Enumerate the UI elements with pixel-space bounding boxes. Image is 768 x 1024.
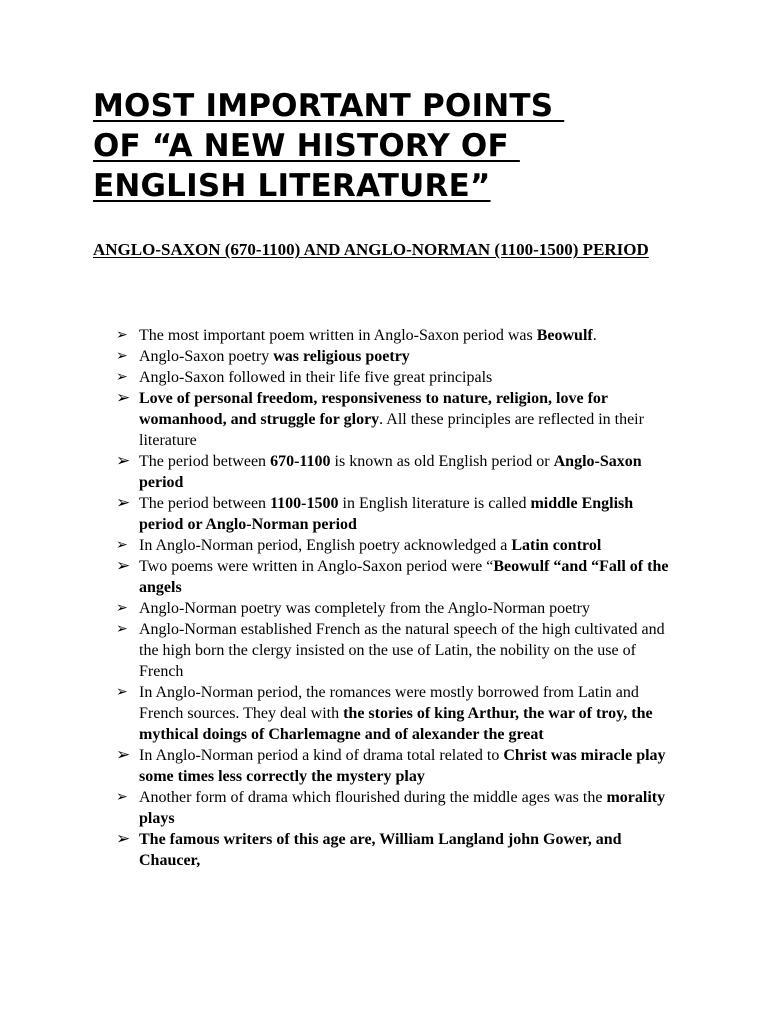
bullet-item: [0, 451, 680, 493]
bold-text: middle English period or Anglo-Norman period: [139, 495, 634, 533]
arrow-bullet-icon: ➢: [116, 388, 131, 408]
bold-text: 670-1100: [270, 453, 331, 470]
document-title: [93, 86, 693, 206]
bold-text: Beowulf “and “Fall of the angels: [139, 558, 669, 596]
arrow-bullet-icon: ➢: [116, 621, 128, 637]
bullet-item: [0, 598, 680, 619]
arrow-bullet-icon: ➢: [116, 369, 128, 385]
bullet-item: [0, 388, 680, 451]
arrow-bullet-icon: ➢: [116, 537, 128, 553]
bold-text: 1100-1500: [270, 495, 339, 512]
title-line: ENGLISH LITERATURE”: [93, 168, 491, 204]
bullet-item: [0, 787, 680, 829]
arrow-bullet-icon: ➢: [116, 684, 128, 700]
bullet-item: [0, 535, 680, 556]
body-text: Another form of drama which flourished during the middle ages was the: [139, 789, 607, 806]
title-line: OF “A NEW HISTORY OF: [93, 128, 520, 164]
body-text: The period between: [139, 495, 271, 512]
body-text: Two poems were written in Anglo-Saxon period were “: [139, 558, 494, 575]
body-text: Anglo-Norman established French as the natural speech of the high cultivated and the high born the clergy insisted on the use of Latin, the nobility on the use of French: [139, 621, 665, 680]
body-text: . All these principles are reflected in their literature: [139, 411, 644, 449]
arrow-bullet-icon: ➢: [116, 789, 128, 805]
bold-text: Anglo-Saxon period: [139, 453, 642, 491]
bold-text: The famous writers of this age are, William Langland john Gower, and Chaucer,: [139, 831, 622, 869]
bold-text: Love of personal freedom, responsiveness to nature, religion, love for womanhood, and struggle for glory: [139, 390, 608, 428]
arrow-bullet-icon: ➢: [116, 493, 131, 513]
bullet-item: [0, 556, 680, 598]
body-text: In Anglo-Norman period a kind of drama total related to: [139, 747, 504, 764]
bullet-item: [0, 367, 680, 388]
bullet-item: [0, 346, 680, 367]
section-heading: ANGLO-SAXON (670-1100) AND ANGLO-NORMAN (1100-1500) PERIOD: [93, 240, 649, 259]
bullet-list: [0, 325, 768, 871]
body-text: The most important poem written in Anglo-Saxon period was: [139, 327, 537, 344]
bullet-item: [0, 325, 680, 346]
bold-text: Latin control: [511, 537, 602, 554]
body-text: In Anglo-Norman period, the romances were mostly borrowed from Latin and French sources. They deal with: [139, 684, 639, 722]
arrow-bullet-icon: ➢: [116, 745, 131, 765]
bullet-item: [0, 745, 680, 787]
body-text: In Anglo-Norman period, English poetry acknowledged a: [139, 537, 512, 554]
body-text: is known as old English period or: [330, 453, 554, 470]
bullet-item: [0, 682, 680, 745]
bold-text: Christ was miracle play some times less correctly the mystery play: [139, 747, 666, 785]
bullet-item: [0, 829, 680, 871]
title-line: MOST IMPORTANT POINTS: [93, 88, 565, 124]
body-text: Anglo-Saxon followed in their life five great principals: [139, 369, 493, 386]
body-text: in English literature is called: [338, 495, 531, 512]
bold-text: Beowulf: [536, 327, 593, 344]
body-text: The period between: [139, 453, 271, 470]
bold-text: was religious poetry: [273, 348, 410, 365]
body-text: Anglo-Saxon poetry: [139, 348, 274, 365]
bullet-item: [0, 493, 680, 535]
arrow-bullet-icon: ➢: [116, 556, 131, 576]
body-text: .: [592, 327, 597, 344]
arrow-bullet-icon: ➢: [116, 451, 131, 471]
arrow-bullet-icon: ➢: [116, 600, 128, 616]
bold-text: morality plays: [139, 789, 666, 827]
bullet-item: [0, 619, 680, 682]
arrow-bullet-icon: ➢: [116, 348, 128, 364]
arrow-bullet-icon: ➢: [116, 327, 128, 343]
body-text: Anglo-Norman poetry was completely from the Anglo-Norman poetry: [139, 600, 590, 617]
arrow-bullet-icon: ➢: [116, 829, 131, 849]
bold-text: the stories of king Arthur, the war of troy, the mythical doings of Charlemagne and of alexander the great: [139, 705, 653, 743]
